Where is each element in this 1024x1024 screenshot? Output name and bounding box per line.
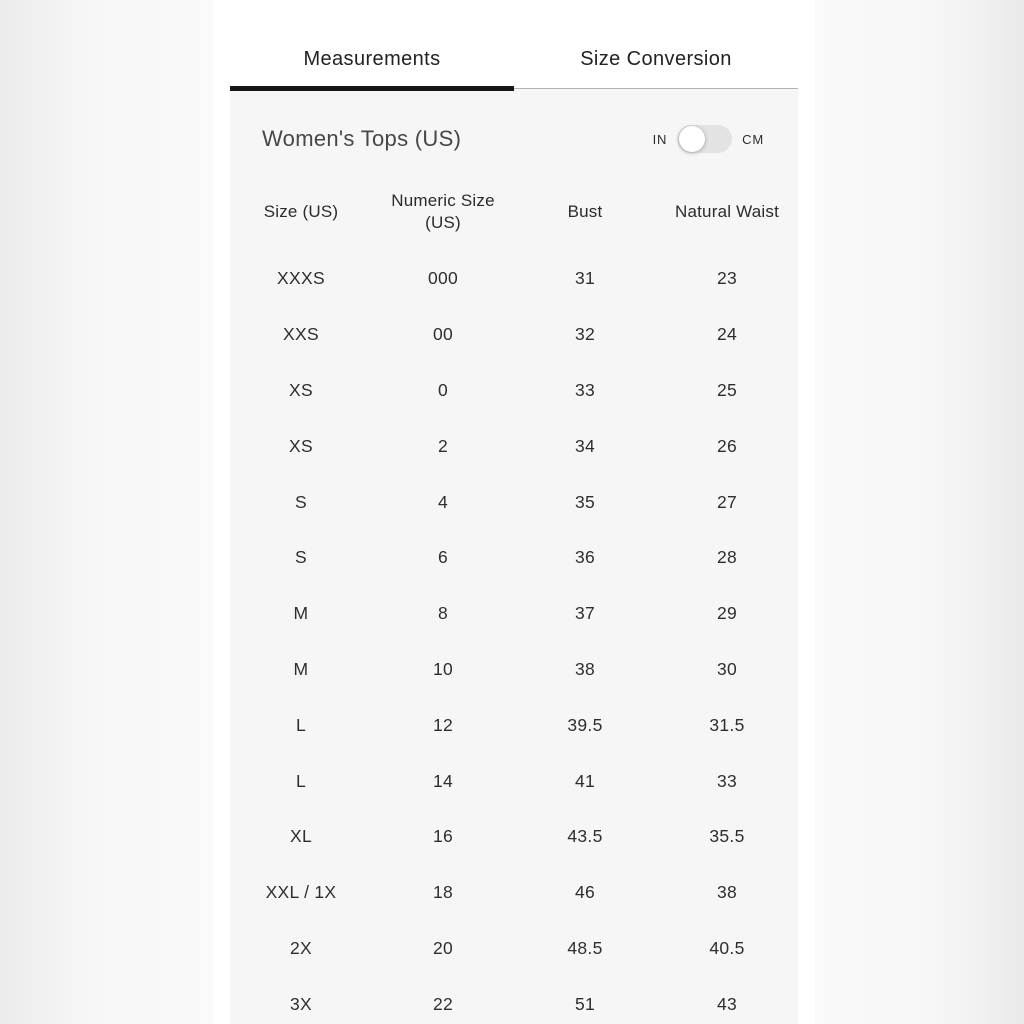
table-cell: 10: [432, 658, 454, 679]
table-cell: 48.5: [567, 937, 603, 958]
table-cell: 28: [716, 547, 738, 568]
table-row: [230, 418, 798, 474]
table-cell: 22: [432, 993, 454, 1014]
table-cell: 14: [432, 770, 454, 791]
table-cell: 38: [716, 882, 738, 903]
table-cell: 31.5: [709, 714, 745, 735]
table-row: [230, 474, 798, 530]
unit-label-in: IN: [652, 131, 668, 147]
table-cell: S: [295, 547, 307, 568]
table-cell: 29: [716, 603, 738, 624]
table-cell: 2: [437, 435, 449, 456]
table-cell: 31: [574, 268, 596, 289]
table-cell: 8: [437, 603, 449, 624]
table-cell: XS: [289, 435, 313, 456]
table-cell: 43: [716, 993, 738, 1014]
unit-label-cm: CM: [742, 131, 764, 147]
table-cell: 12: [432, 714, 454, 735]
tab-size-conversion[interactable]: [514, 0, 798, 88]
table-cell: 2X: [289, 937, 312, 958]
table-row: [230, 586, 798, 642]
table-cell: 46: [574, 882, 596, 903]
measurements-panel: [230, 89, 798, 1024]
table-row: [230, 809, 798, 865]
table-cell: 6: [437, 547, 449, 568]
table-row: [230, 251, 798, 307]
table-cell: M: [293, 603, 309, 624]
table-cell: 3X: [289, 993, 312, 1014]
table-header-row: [230, 189, 798, 235]
table-row: [230, 307, 798, 363]
table-cell: 37: [574, 603, 596, 624]
table-cell: 4: [437, 491, 449, 512]
table-cell: S: [295, 491, 307, 512]
table-row: [230, 530, 798, 586]
panel-title: Women's Tops (US): [262, 126, 462, 151]
tab-measurements[interactable]: [230, 0, 514, 88]
table-cell: XXXS: [277, 268, 325, 289]
table-cell: XXL / 1X: [265, 882, 337, 903]
table-cell: 35: [574, 491, 596, 512]
table-cell: 25: [716, 379, 738, 400]
table-cell: 36: [574, 547, 596, 568]
table-cell: 33: [716, 770, 738, 791]
table-cell: 34: [574, 435, 596, 456]
table-cell: 43.5: [567, 826, 603, 847]
table-cell: 23: [716, 268, 738, 289]
table-cell: L: [295, 714, 307, 735]
table-row: [230, 976, 798, 1024]
table-row: [230, 753, 798, 809]
table-row: [230, 363, 798, 419]
size-chart-card: [213, 0, 815, 1024]
table-cell: L: [295, 770, 307, 791]
table-row: [230, 865, 798, 921]
table-cell: 41: [574, 770, 596, 791]
table-cell: 24: [716, 324, 738, 345]
unit-toggle-group: [653, 125, 764, 153]
table-cell: 20: [432, 937, 454, 958]
table-cell: 32: [574, 324, 596, 345]
active-tab-indicator: [230, 86, 514, 91]
table-cell: 51: [574, 993, 596, 1014]
table-cell: M: [293, 658, 309, 679]
table-cell: 33: [574, 379, 596, 400]
toggle-knob: [679, 126, 705, 152]
table-cell: 40.5: [709, 937, 745, 958]
unit-toggle-switch[interactable]: [677, 125, 732, 153]
table-row: [230, 921, 798, 977]
table-cell: 18: [432, 882, 454, 903]
column-header-natural-waist: Natural Waist: [675, 201, 779, 221]
table-row: [230, 642, 798, 698]
table-cell: 39.5: [567, 714, 603, 735]
table-row: [230, 697, 798, 753]
table-cell: 30: [716, 658, 738, 679]
tab-measurements-label: Measurements: [303, 48, 441, 70]
table-cell: 35.5: [709, 826, 745, 847]
tab-size-conversion-label: Size Conversion: [580, 48, 732, 70]
tab-bar: [230, 0, 798, 89]
table-cell: 0: [437, 379, 449, 400]
table-cell: 27: [716, 491, 738, 512]
table-cell: XXS: [283, 324, 319, 345]
table-cell: 16: [432, 826, 454, 847]
table-cell: 00: [432, 324, 454, 345]
table-cell: 26: [716, 435, 738, 456]
column-header-bust: Bust: [567, 201, 603, 221]
table-cell: XL: [289, 826, 312, 847]
panel-header: [230, 89, 798, 189]
table-body: [230, 251, 798, 1024]
column-header-numeric-size: Numeric Size (US): [391, 190, 495, 232]
table-cell: 38: [574, 658, 596, 679]
table-cell: 000: [427, 268, 459, 289]
column-header-size: Size (US): [263, 201, 339, 221]
table-cell: XS: [289, 379, 313, 400]
